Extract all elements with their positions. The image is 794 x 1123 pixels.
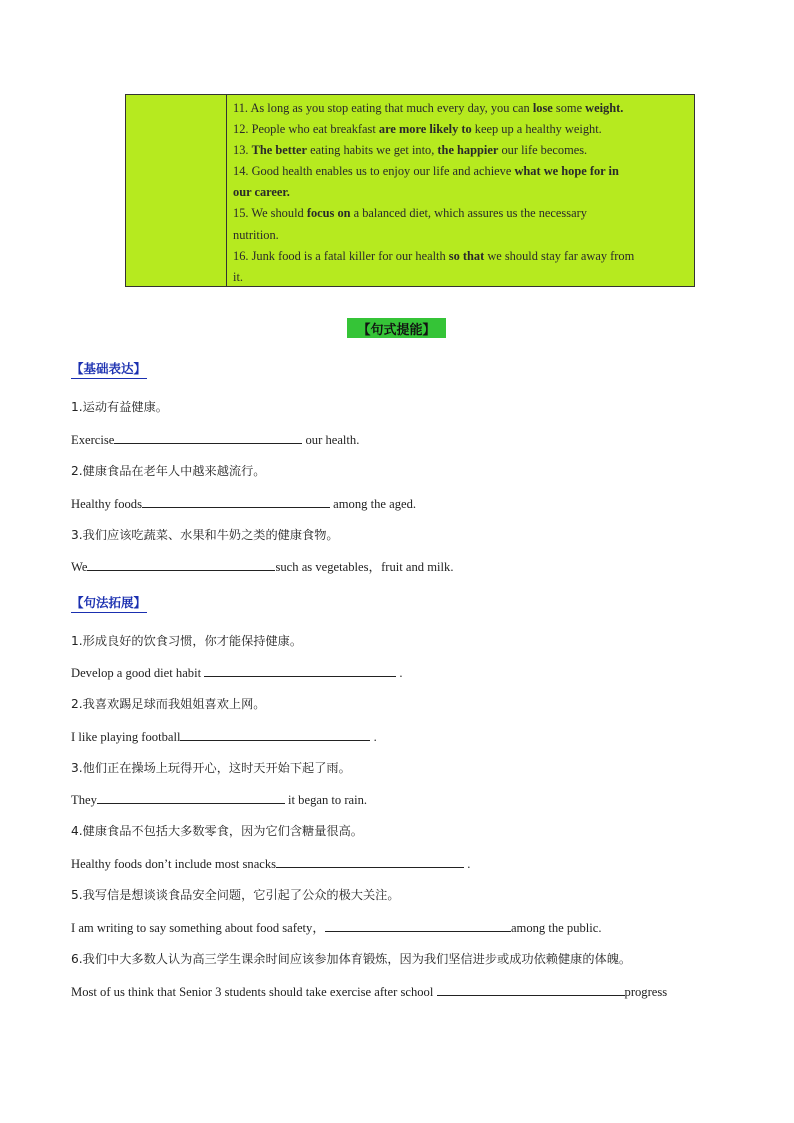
line-text: 13. — [233, 143, 252, 158]
expand-q3-blank[interactable] — [97, 791, 285, 804]
expand-q5-blank[interactable] — [325, 919, 511, 932]
bold-phrase: focus on — [306, 206, 351, 221]
line-text: 12. People who eat breakfast — [233, 122, 379, 137]
table-line — [233, 182, 689, 203]
expand-q1-chinese: 1.形成良好的饮食习惯，你才能保持健康。 — [71, 634, 303, 648]
basic-q1-suffix: our health. — [302, 433, 360, 447]
expand-q2-prefix: I like playing football — [71, 730, 181, 744]
basic-q2-suffix: among the aged. — [330, 497, 417, 511]
expand-q3-english — [71, 791, 367, 808]
basic-expression-header: 【基础表达】 — [71, 361, 147, 379]
basic-q3-prefix: We — [71, 560, 88, 574]
basic-q1-blank[interactable] — [114, 431, 302, 444]
expand-q1-suffix: . — [396, 666, 403, 680]
table-line — [233, 161, 689, 182]
table-line — [233, 140, 689, 161]
expand-q2-suffix: . — [370, 730, 377, 744]
expand-q6-blank[interactable] — [437, 983, 625, 996]
expand-q4-suffix: . — [464, 857, 471, 871]
basic-q2-prefix: Healthy foods — [71, 497, 142, 511]
expand-q3-chinese: 3.他们正在操场上玩得开心，这时天开始下起了雨。 — [71, 761, 351, 775]
bold-phrase: the happier — [437, 143, 499, 158]
line-text: 15. We should — [233, 206, 307, 221]
expand-q4-english — [71, 855, 470, 872]
basic-q1-english — [71, 431, 359, 448]
basic-q1-chinese: 1.运动有益健康。 — [71, 400, 168, 414]
expand-q5-chinese: 5.我写信是想谈谈食品安全问题，它引起了公众的极大关注。 — [71, 888, 400, 902]
expand-q1-prefix: Develop a good diet habit — [71, 666, 205, 680]
bold-phrase: The better — [251, 143, 307, 158]
bold-phrase: weight. — [585, 101, 624, 115]
bold-phrase: are more likely to — [378, 122, 472, 137]
line-text: keep up a healthy weight. — [471, 122, 602, 137]
expand-q5-english — [71, 919, 602, 936]
table-line — [233, 203, 689, 224]
table-line — [233, 225, 689, 246]
bold-phrase: our career. — [233, 185, 290, 200]
table-left-cell — [126, 95, 227, 286]
basic-q2-chinese: 2.健康食品在老年人中越来越流行。 — [71, 464, 266, 478]
bold-phrase: lose — [532, 101, 553, 115]
table-line — [233, 98, 689, 119]
expand-q1-blank[interactable] — [204, 664, 396, 677]
table-line — [233, 119, 689, 140]
expand-q4-prefix: Healthy foods don’t include most snacks — [71, 857, 277, 871]
syntax-expansion-header: 【句法拓展】 — [71, 595, 147, 613]
expand-q2-english — [71, 728, 377, 745]
expand-q2-blank[interactable] — [180, 728, 370, 741]
bold-phrase: what we hope for in — [514, 164, 619, 179]
expand-q5-suffix: among the public. — [510, 921, 602, 935]
expand-q6-chinese: 6.我们中大多数人认为高三学生课余时间应该参加体育锻炼，因为我们坚信进步或成功依赖健康的体魄。 — [71, 952, 632, 966]
table-right-cell — [227, 95, 694, 286]
line-text: 14. Good health enables us to enjoy our life and achieve — [233, 164, 515, 179]
expand-q1-english — [71, 664, 403, 681]
expand-q6-prefix: Most of us think that Senior 3 students should take exercise after school — [71, 985, 437, 999]
line-text: nutrition. — [233, 227, 279, 242]
basic-q3-english — [71, 558, 454, 575]
expand-q6-suffix: progress — [624, 985, 668, 999]
section-title: 【句式提能】 — [347, 318, 446, 338]
basic-q3-blank[interactable] — [87, 558, 275, 571]
expand-q6-english — [71, 983, 667, 1000]
line-text: some — [552, 101, 586, 115]
basic-q2-english — [71, 495, 416, 512]
expand-q3-suffix: it began to rain. — [284, 793, 368, 807]
line-text: eating habits we get into, — [307, 143, 438, 158]
expand-q3-prefix: They — [71, 793, 97, 807]
basic-q1-prefix: Exercise — [71, 433, 115, 447]
table-line — [233, 246, 689, 267]
expand-q4-blank[interactable] — [276, 855, 464, 868]
basic-q3-chinese: 3.我们应该吃蔬菜、水果和牛奶之类的健康食物。 — [71, 528, 339, 542]
expand-q2-chinese: 2.我喜欢踢足球而我姐姐喜欢上网。 — [71, 697, 266, 711]
line-text: a balanced diet, which assures us the necessary — [350, 206, 587, 221]
line-text: 11. As long as you stop eating that much every day, you can — [233, 101, 533, 115]
line-text: our life becomes. — [498, 143, 588, 158]
line-text: it. — [233, 269, 243, 284]
line-text: 16. Junk food is a fatal killer for our health — [233, 248, 449, 263]
basic-q3-suffix: such as vegetables，fruit and milk. — [275, 560, 454, 574]
expand-q5-prefix: I am writing to say something about food safety， — [71, 921, 325, 935]
key-sentences-table — [125, 94, 695, 287]
line-text: we should stay far away from — [484, 248, 635, 263]
expand-q4-chinese: 4.健康食品不包括大多数零食，因为它们含糖量很高。 — [71, 824, 363, 838]
table-line — [233, 267, 689, 288]
basic-q2-blank[interactable] — [142, 495, 330, 508]
bold-phrase: so that — [448, 248, 485, 263]
